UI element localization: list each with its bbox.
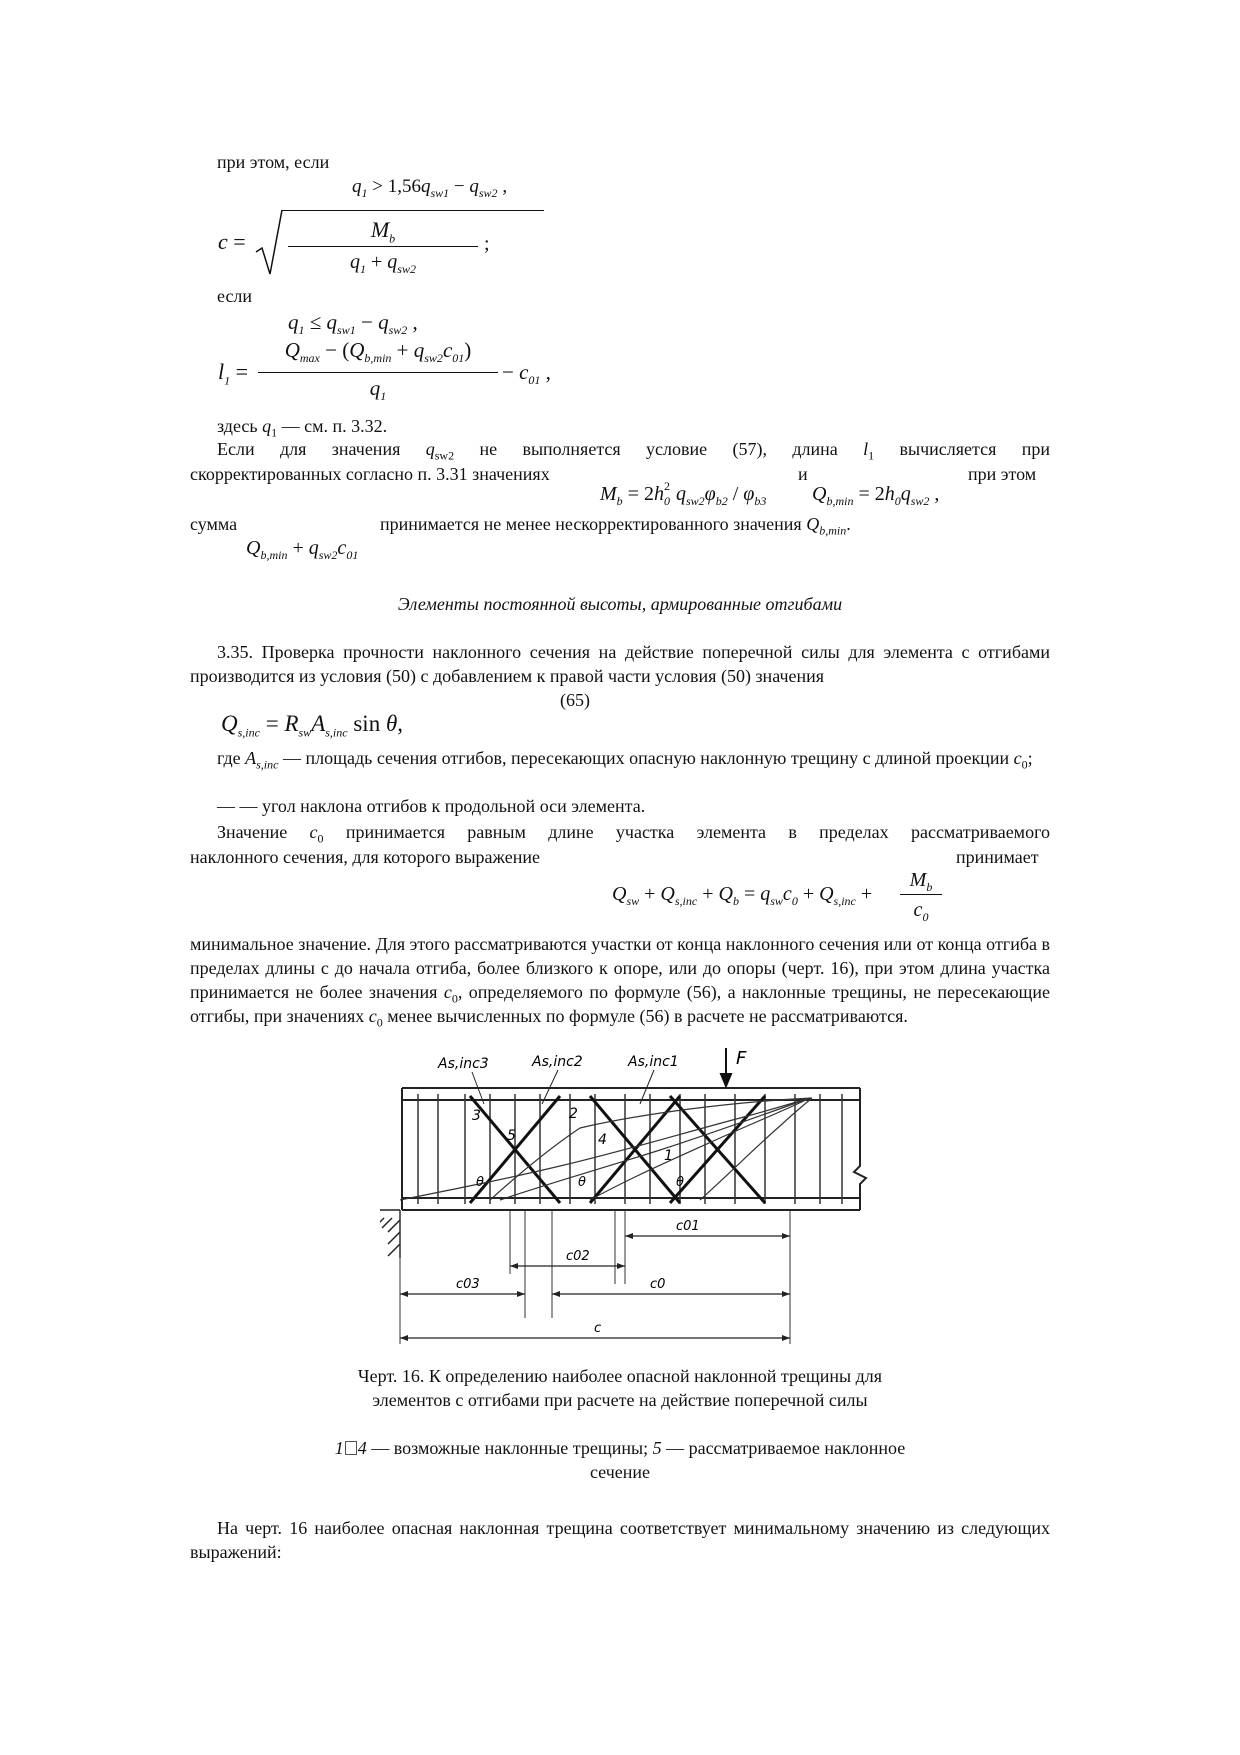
paragraph-here-q1: [217, 414, 387, 438]
text-computed-at: вычисляется при: [899, 439, 1051, 459]
dim-c: c: [594, 1321, 602, 1336]
dim-c0: c0: [650, 1277, 666, 1292]
symbol-q-sub: 1: [271, 425, 278, 440]
equation-number-65: (65): [560, 690, 590, 710]
text-and: и: [798, 464, 808, 484]
text-if-value: Если для значения: [217, 439, 401, 459]
symbol-q: q: [425, 439, 435, 459]
figure-caption-legend: [330, 1436, 910, 1484]
legend-text-cracks: — возможные наклонные трещины;: [366, 1438, 653, 1458]
section-subheading: Элементы постоянной высоты, армированные отгибами: [397, 594, 843, 614]
symbol-c-sub: 0: [1021, 757, 1028, 772]
label-F: F: [736, 1048, 747, 1069]
crack-label-3: 3: [472, 1108, 481, 1124]
text-at-this: при этом: [968, 464, 1037, 484]
crack-label-2: 2: [569, 1106, 578, 1122]
formula-qbmin-sum: $Q_{b,min} + q_{sw2}c_{01}$: [246, 537, 359, 562]
paragraph-if-value-line1: [190, 437, 1050, 461]
text-determined-by-56: , определяемого по формуле (56), а наклонные трещины, не пересекающие отгибы, при значениях: [190, 982, 1051, 1026]
symbol-Q-sub: b,min: [819, 523, 847, 538]
paragraph-condition-intro: при этом, если: [217, 152, 330, 172]
label-asinc3: As,inc3: [438, 1056, 489, 1072]
symbol-q: q: [262, 416, 272, 436]
paragraph-335: 3.35. Проверка прочности наклонного сечения на действие поперечной силы для элемента с отгибами производится из условия (50) с добавлением к правой части условия (50) значения: [190, 642, 1050, 686]
paragraph-most-dangerous: На черт. 16 наиболее опасная наклонная трещина соответствует минимальному значению из следующих выражений:: [190, 1518, 1050, 1562]
symbol-c-sub: 0: [317, 831, 324, 846]
text-area-definition: — площадь сечения отгибов, пересекающих опасную наклонную трещину с длиной проекции: [278, 748, 1010, 768]
text-inclined-section: наклонного сечения, для которого выражение: [190, 847, 540, 867]
text-accepted: принимается не менее нескорректированного значения: [380, 514, 802, 534]
legend-number-5: 5: [652, 1438, 662, 1458]
dim-c03: c03: [456, 1277, 480, 1292]
text-minimum-value: минимальное значение. Для этого рассматриваются участки от конца наклонного сечения или от конца отгиба в пределах длины с до начала отгиба, более близкого к опоре, или до опоры (черт. 16), при этом длина участка принимается не более значения: [190, 934, 1050, 1002]
paragraph-angle: — — угол наклона отгибов к продольной оси элемента.: [217, 796, 646, 816]
document-page: при этом, если $q_1 > 1,56q_{sw1} - q_{sw2}$ , c = $M_b$ $q_1 + q_{sw2}$ ; если $q_1 \le q_{sw1} - q_{sw2}$ , $l_1$ = $Q_{max} - (Q_{b,min} + q_{sw2}c_{01})$ $q_1$ − $c_{01}$ , здесь $q_1$ — см. п. 3.32. Если для значения $q_{sw2}$ не выполняется условие (57), длина $l_1$ вычисляется при скорректированных согласно п. 3.31 значениях и при этом $M_b = 2h_0^2$ $q_{sw2}\varphi_{b2} / \varphi_{b3}$ $Q_{b,min} = 2h_0q_{sw2}$ , сумма принимается не менее нескорректированного значения $Q_{b,min}$. $Q_{b,min} + q_{sw2}c_{01}$ Элементы постоянной высоты, армированные отгибами 3.35. Проверка прочности наклонного сечения на действие поперечной силы для элемента с отгибами производится из условия (50) с добавлением к правой части условия (50) значения (65) $Q_{s,inc} = R_{sw}A_{s,inc}$ sin θ, где $A_{s,inc}$ — площадь сечения отгибов, пересекающих опасную наклонную трещину с длиной проекции $c_0$; — — угол наклона отгибов к продольной оси элемента. Значение $c_0$ принимается равным длине участка элемента в пределах рассматриваемого наклонного сечения, для которого выражение принимает $Q_{sw} + Q_{s,inc} + Q_b = q_{sw}c_0 + Q_{s,inc}$ + $M_b$ $c_0$ минимальное значение. Для этого рассматриваются участки от конца наклонного сечения или от конца отгиба в пределах длины с до начала отгиба, более близкого к опоре, или до опоры (черт. 16), при этом длина участка принимается не более значения $c_0$, определяемого по формуле (56), а наклонные трещины, не пересекающие отгибы, при значениях $c_0$ менее вычисленных по формуле (56) в расчете не рассматриваются. F As,inc3 As,inc2 As,inc1 3 2 4 5 1 θ θ θ c01 c02 c03 c0 c Черт. 16. К определению наиболее опасной наклонной трещины для элементов с отгибами при расчете на действие поперечной силы 1 4 — возможные наклонные трещины; 5 — рассматриваемое наклонное сечение На черт. 16 наиболее опасная наклонная трещина соответствует минимальному значению из следующих выражений:: [190, 152, 1051, 1562]
sqrt-sign: [254, 208, 284, 278]
text-taken-equal: принимается равным длине участка элемента в пределах рассматриваемого: [345, 822, 1051, 842]
dim-c01: c01: [676, 1219, 700, 1234]
symbol-A: A: [245, 748, 257, 768]
symbol-l-sub: 1: [868, 448, 875, 463]
paragraph-value-c0-line1: [190, 820, 1050, 844]
symbol-c: c: [443, 982, 452, 1002]
label-asinc1: As,inc1: [628, 1054, 679, 1070]
formula-mb: $M_b = 2h_0^2$ $q_{sw2}\varphi_{b2} / \varphi_{b3}$: [600, 479, 767, 508]
text-corrected-values: скорректированных согласно п. 3.31 значениях: [190, 464, 550, 484]
text-takes: принимает: [956, 847, 1039, 867]
text-not-considered: менее вычисленных по формуле (56) в расчете не рассматриваются.: [382, 1006, 908, 1026]
symbol-c-sub: 0: [376, 1015, 383, 1030]
formula-l1: $l_1$ = $Q_{max} - (Q_{b,min} + q_{sw2}c_{01})$ $q_1$ − $c_{01}$ ,: [218, 338, 551, 404]
paragraph-if: если: [217, 286, 253, 306]
theta-label: θ: [578, 1175, 586, 1190]
legend-range-end: 4: [357, 1438, 367, 1458]
legend-range-start: 1: [334, 1438, 344, 1458]
figure-16-diagram: [380, 1048, 880, 1358]
text-value: Значение: [217, 822, 288, 842]
text-where: где: [217, 748, 241, 768]
paragraph-minimum-value: [190, 932, 1050, 1028]
crack-label-4: 4: [598, 1132, 607, 1148]
missing-glyph-box: [345, 1441, 357, 1455]
text-sum: сумма: [190, 514, 238, 534]
symbol-A-sub: s,inc: [256, 757, 279, 772]
symbol-Q: Q: [806, 514, 820, 534]
dim-c02: c02: [566, 1249, 590, 1264]
paragraph-where-asinc: [190, 746, 1050, 770]
formula-q1-less: $q_1 \le q_{sw1} - q_{sw2}$ ,: [288, 310, 418, 338]
label-asinc2: As,inc2: [532, 1054, 583, 1070]
symbol-c: c: [368, 1006, 377, 1026]
formula-qbmin: $Q_{b,min} = 2h_0q_{sw2}$ ,: [812, 483, 940, 508]
text-period: .: [846, 514, 851, 534]
crack-label-5: 5: [507, 1128, 516, 1144]
crack-label-1: 1: [664, 1148, 673, 1164]
text-see-ref: — см. п. 3.32.: [277, 416, 388, 436]
theta-label: θ: [676, 1175, 684, 1190]
theta-label: θ: [476, 1175, 484, 1190]
text-semicolon: ;: [1027, 748, 1033, 768]
legend-text-section: — рассматриваемое наклонное сечение: [589, 1438, 906, 1482]
formula-q1-greater: $q_1 > 1,56q_{sw1} - q_{sw2}$ ,: [352, 176, 508, 200]
figure-caption: Черт. 16. К определению наиболее опасной наклонной трещины для элементов с отгибами при расчете на действие поперечной силы: [357, 1366, 883, 1410]
text-condition-57: не выполняется условие (57), длина: [479, 439, 838, 459]
text-accepted-not-less: [380, 512, 851, 536]
symbol-l: l: [863, 439, 869, 459]
symbol-c: c: [1013, 748, 1022, 768]
symbol-q-sub: sw2: [434, 448, 455, 463]
symbol-c-sub: 0: [451, 991, 458, 1006]
symbol-c: c: [309, 822, 318, 842]
formula-qsinc: $Q_{s,inc} = R_{sw}A_{s,inc}$ sin θ,: [221, 711, 404, 740]
formula-sum-q: $Q_{sw} + Q_{s,inc} + Q_b = q_{sw}c_0 + Q_{s,inc}$ + $M_b$ $c_0$: [612, 864, 952, 930]
text-here: здесь: [217, 416, 258, 436]
